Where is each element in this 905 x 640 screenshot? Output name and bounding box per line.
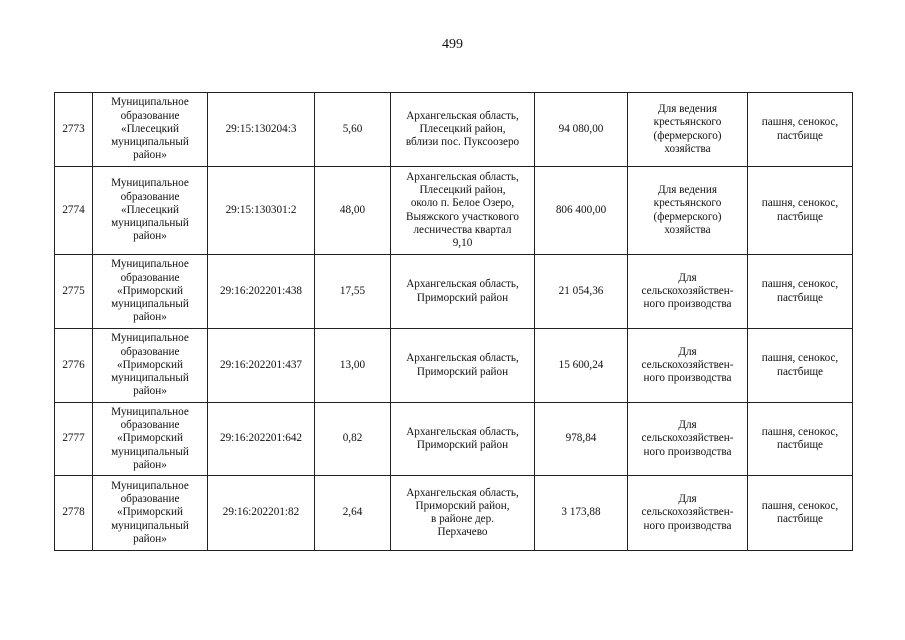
address-cell: Архангельская область, Приморский район, в районе дер. Перхачево bbox=[391, 476, 535, 551]
row-number-cell: 2774 bbox=[55, 167, 93, 255]
cadastral-value-cell: 978,84 bbox=[535, 403, 628, 476]
cadastral-number-cell: 29:16:202201:642 bbox=[208, 403, 315, 476]
address-cell: Архангельская область, Плесецкий район, около п. Белое Озеро, Выяжского участкового лесничества квартал 9,10 bbox=[391, 167, 535, 255]
owner-cell: Муниципальное образование «Приморский муниципальный район» bbox=[93, 403, 208, 476]
address-cell: Архангельская область, Приморский район bbox=[391, 403, 535, 476]
area-cell: 5,60 bbox=[315, 93, 391, 167]
area-cell: 17,55 bbox=[315, 255, 391, 329]
address-cell: Архангельская область, Приморский район bbox=[391, 255, 535, 329]
row-number-cell: 2776 bbox=[55, 329, 93, 403]
area-cell: 0,82 bbox=[315, 403, 391, 476]
land-use-cell: пашня, сенокос, пастбище bbox=[748, 255, 853, 329]
row-number-cell: 2777 bbox=[55, 403, 93, 476]
owner-cell: Муниципальное образование «Приморский муниципальный район» bbox=[93, 255, 208, 329]
page-number: 499 bbox=[442, 37, 463, 52]
address-cell: Архангельская область, Приморский район bbox=[391, 329, 535, 403]
cadastral-value-cell: 3 173,88 bbox=[535, 476, 628, 551]
row-number-cell: 2773 bbox=[55, 93, 93, 167]
permitted-use-cell: Для ведения крестьянского (фермерского) хозяйства bbox=[628, 93, 748, 167]
cadastral-number-cell: 29:16:202201:438 bbox=[208, 255, 315, 329]
area-cell: 2,64 bbox=[315, 476, 391, 551]
land-use-cell: пашня, сенокос, пастбище bbox=[748, 476, 853, 551]
permitted-use-cell: Для сельскохозяйствен- ного производства bbox=[628, 403, 748, 476]
cadastral-number-cell: 29:16:202201:82 bbox=[208, 476, 315, 551]
table-row bbox=[55, 476, 853, 551]
address-cell: Архангельская область, Плесецкий район, вблизи пос. Пуксоозеро bbox=[391, 93, 535, 167]
owner-cell: Муниципальное образование «Плесецкий муниципальный район» bbox=[93, 93, 208, 167]
table-row bbox=[55, 167, 853, 255]
owner-cell: Муниципальное образование «Приморский муниципальный район» bbox=[93, 476, 208, 551]
owner-cell: Муниципальное образование «Плесецкий муниципальный район» bbox=[93, 167, 208, 255]
land-use-cell: пашня, сенокос, пастбище bbox=[748, 403, 853, 476]
land-use-cell: пашня, сенокос, пастбище bbox=[748, 167, 853, 255]
land-use-cell: пашня, сенокос, пастбище bbox=[748, 329, 853, 403]
table-row bbox=[55, 403, 853, 476]
row-number-cell: 2775 bbox=[55, 255, 93, 329]
permitted-use-cell: Для сельскохозяйствен- ного производства bbox=[628, 329, 748, 403]
cadastral-value-cell: 94 080,00 bbox=[535, 93, 628, 167]
cadastral-value-cell: 15 600,24 bbox=[535, 329, 628, 403]
table-row bbox=[55, 93, 853, 167]
cadastral-value-cell: 21 054,36 bbox=[535, 255, 628, 329]
row-number-cell: 2778 bbox=[55, 476, 93, 551]
table-row bbox=[55, 329, 853, 403]
permitted-use-cell: Для сельскохозяйствен- ного производства bbox=[628, 255, 748, 329]
cadastral-value-cell: 806 400,00 bbox=[535, 167, 628, 255]
permitted-use-cell: Для сельскохозяйствен- ного производства bbox=[628, 476, 748, 551]
cadastral-number-cell: 29:15:130204:3 bbox=[208, 93, 315, 167]
cadastral-number-cell: 29:16:202201:437 bbox=[208, 329, 315, 403]
area-cell: 13,00 bbox=[315, 329, 391, 403]
owner-cell: Муниципальное образование «Приморский муниципальный район» bbox=[93, 329, 208, 403]
land-use-cell: пашня, сенокос, пастбище bbox=[748, 93, 853, 167]
area-cell: 48,00 bbox=[315, 167, 391, 255]
permitted-use-cell: Для ведения крестьянского (фермерского) хозяйства bbox=[628, 167, 748, 255]
cadastral-number-cell: 29:15:130301:2 bbox=[208, 167, 315, 255]
table-row bbox=[55, 255, 853, 329]
land-registry-table bbox=[54, 92, 853, 551]
